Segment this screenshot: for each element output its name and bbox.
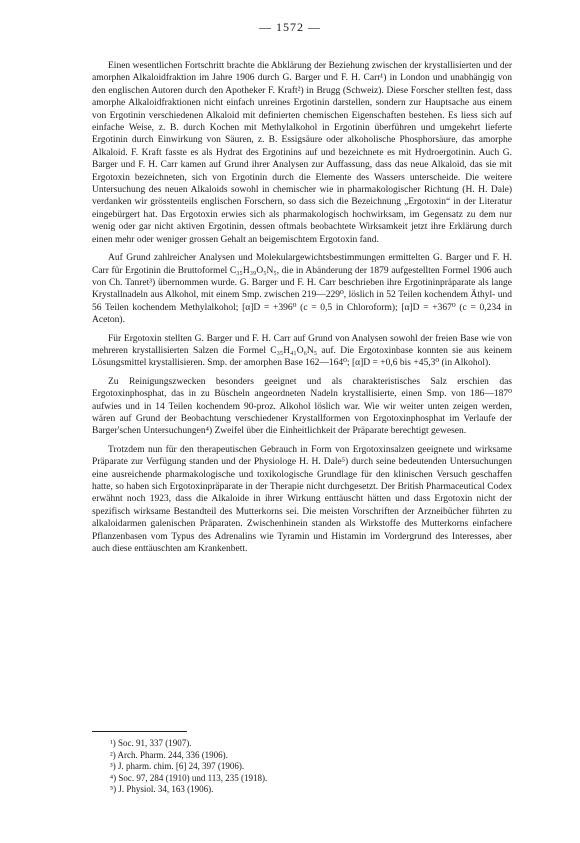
body-text [92,60,512,561]
footnote-5: ⁵) J. Physiol. 34, 163 (1906). [110,784,214,794]
paragraph-4: Zu Reinigungszwecken besonders geeignet und als charakteristisches Salz erschien das Ergotoxinphosphat, das in zu Büscheln angeordneten Nadeln krystallisierte, einen Smp. von 186—187⁰ aufwies und in 14 Teilen kochendem 90-proz. Alkohol löslich war. Wie wir weiter unten zeigen werden, wären auf Grund der Beobachtung verschiedener Krystallformen von Ergotoxinphosphat im Verlaufe der Barger'schen Untersuchungen⁴) Zweifel über die Einheitlichkeit der Präparate berechtigt gewesen. [92,376,512,437]
footnote-4: ⁴) Soc. 97, 284 (1910) und 113, 235 (1918). [110,772,268,783]
paragraph-3: Für Ergotoxin stellten G. Barger und F. H. Carr auf Grund von Analysen sowohl der freien Base wie von mehreren krystallisierten Salzen die Formel C₃₅H₄₁O₆N₅ auf. Die Ergotoxinbase konnten sie aus keinem Lösungsmittel krystallisieren. Smp. der amorphen Base 162—164⁰; [α]D = +0,6 bis +45,3⁰ (in Alkohol). [92,333,512,369]
footnote-rule [92,731,187,732]
footnote-2: ²) Arch. Pharm. 244, 336 (1906). [110,749,228,760]
footnote-1: ¹) Soc. 91, 337 (1907). [110,738,192,748]
paragraph-2: Auf Grund zahlreicher Analysen und Molekulargewichtsbestimmungen ermittelten G. Barger und F. H. Carr für Ergotinin die Bruttoformel C₃₅H₃₉O₅N₅, die in Abänderung der 1879 aufgestellten Formel 1906 auch von Ch. Tanret³) übernommen wurde. G. Barger und F. H. Carr beschrieben ihre Ergotininpräparate als lange Krystallnadeln aus Alkohol, mit einem Smp. zwischen 219—229⁰, löslich in 52 Teilen kochendem Äthyl- und 56 Teilen kochendem Methylalkohol; [α]D = +396⁰ (c = 0,5 in Chloroform); [α]D = +367⁰ (c = 0,234 in Aceton). [92,253,512,326]
footnote-3: ³) J. pharm. chim. [6] 24, 397 (1906). [110,761,245,771]
paragraph-5: Trotzdem nun für den therapeutischen Gebrauch in Form von Ergotoxinsalzen geeignete und wirksame Präparate zur Verfügung standen und der Physiologe H. H. Dale⁵) durch seine bedeutenden Untersuchungen eine ausreichende pharmakologische und toxikologische Grundlage für den klinischen Versuch geschaffen hatte, so haben sich Ergotoxinpräparate in der Therapie nicht durchgesetzt. Der British Pharmaceutical Codex erwähnt noch 1923, dass die Alkaloide in ihrer Wirkung enttäuscht hätten und dass Ergotoxin nicht der spezifisch wirksame Bestandteil des Mutterkorns sei. Die meisten Vorschriften der Arzneibücher führten zu alkaloidarmen galenischen Präparaten. Zwischenhinein standen als Wirkstoffe des Mutterkorns einfachere Pflanzenbasen vom Typus des Adrenalins wie Tyramin und Histamin im Vordergrund des Interesses, aber auch diese enttäuschten am Krankenbett. [92,444,512,555]
page-number: — 1572 — [259,20,321,34]
paragraph-1: Einen wesentlichen Fortschritt brachte die Abklärung der Beziehung zwischen der krystallisierten und der amorphen Alkaloidfraktion im Jahre 1906 durch G. Barger und F. H. Carr¹) in London und unabhängig von den englischen Autoren durch den Apotheker F. Kraft²) in Brugg (Schweiz). Diese Forscher stellten fest, dass amorphe Alkaloidfraktionen nicht einfach unreines Ergotinin darstellen, sondern zur Hauptsache aus einem von Ergotinin verschiedenen Alkaloid mit definierten chemischen Eigenschaften bestehen. Es liess sich auf einfache Weise, z. B. durch Kochen mit Methylalkohol in Ergotinin überführen und umgekehrt lieferte Ergotinin durch Einwirkung von Säuren, z. B. Essigsäure oder alkoholische Phosphorsäure, das amorphe Alkaloid. F. Kraft fasste es als Hydrat des Ergotinins auf und bezeichnete es mit Hydroergotinin. Auch G. Barger und F. H. Carr kamen auf Grund ihrer Analysen zur Auffassung, dass das neue Alkaloid, das sie mit Ergotoxin bezeichneten, sich von Ergotinin durch die Elemente des Wassers unterscheide. Die weitere Untersuchung des neuen Alkaloids sowohl in chemischer wie in pharmakologischer Richtung (H. H. Dale) verdanken wir grösstenteils englischen Forschern, so dass sich die Bezeichnung „Ergotoxin“ in der Literatur eingebürgert hat. Das Ergotoxin erwies sich als pharmakologisch hochwirksam, im Gegensatz zu dem nur wenig oder gar nicht aktiven Ergotinin, dessen oftmals beobachtete Wirksamkeit jetzt ihre Erklärung durch einen mehr oder weniger grossen Gehalt an beigemischtem Ergotoxin fand. [92,61,512,245]
footnotes [110,738,510,796]
